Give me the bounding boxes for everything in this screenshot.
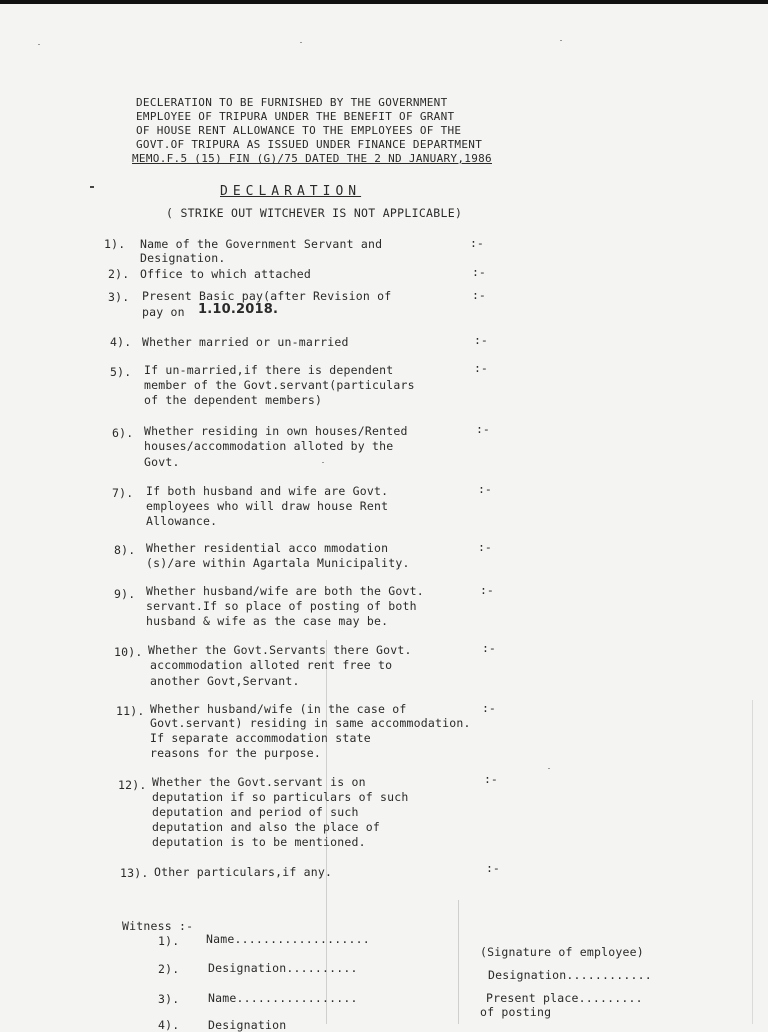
scan-speck — [548, 768, 550, 769]
witness-number: 3). — [158, 992, 180, 1006]
item-text: Designation. — [140, 251, 226, 265]
signature-caption: (Signature of employee) — [480, 945, 644, 959]
item-text: Name of the Government Servant and — [140, 237, 383, 251]
item-text: If un-married,if there is dependent — [144, 363, 394, 377]
witness-number: 4). — [158, 1018, 180, 1032]
item-text: member of the Govt.servant(particulars — [144, 378, 415, 392]
header-line-3: OF HOUSE RENT ALLOWANCE TO THE EMPLOYEES OF THE — [136, 124, 462, 137]
fold-line — [326, 640, 327, 1024]
item-text: Govt. — [144, 455, 180, 469]
item-number: 4). — [110, 335, 132, 349]
witness-entry: Designation.......... — [208, 961, 358, 975]
witness-entry: Name................... — [206, 932, 370, 946]
signature-posting-label: of posting — [480, 1005, 552, 1019]
item-number: 6). — [112, 426, 134, 440]
scan-speck — [560, 40, 562, 41]
item-number: 1). — [104, 237, 126, 251]
signature-posting-place: Present place......... — [486, 991, 643, 1005]
item-text: employees who will draw house Rent — [146, 499, 389, 513]
header-line-4: GOVT.OF TRIPURA AS ISSUED UNDER FINANCE DEPARTMENT — [136, 138, 483, 151]
item-colon: :- — [476, 422, 490, 436]
item-text: another Govt,Servant. — [150, 674, 300, 688]
item-colon: :- — [470, 236, 484, 250]
item-colon: :- — [474, 333, 488, 347]
item-text: Whether residing in own houses/Rented — [144, 424, 408, 438]
item-text: Whether the Govt.Servants there Govt. — [148, 643, 412, 657]
item-text: Whether residential acco mmodation — [146, 541, 389, 555]
item-text: Whether the Govt.servant is on — [152, 775, 366, 789]
item-text: Present Basic pay(after Revision of — [142, 289, 392, 303]
item-text: Office to which attached — [140, 267, 311, 281]
item-text: reasons for the purpose. — [150, 746, 321, 760]
item-colon: :- — [482, 701, 496, 715]
scan-top-edge — [0, 0, 768, 4]
header-line-2: EMPLOYEE OF TRIPURA UNDER THE BENEFIT OF GRANT — [136, 110, 455, 123]
item-colon: :- — [478, 540, 492, 554]
fold-line — [752, 700, 753, 1024]
witness-entry: Designation — [208, 1018, 287, 1032]
item-text: husband & wife as the case may be. — [146, 614, 389, 628]
item-number: 10). — [114, 645, 143, 659]
fold-line — [458, 900, 459, 1024]
item-colon: :- — [482, 641, 496, 655]
item-text: Allowance. — [146, 514, 218, 528]
item-number: 12). — [118, 778, 147, 792]
item-number: 13). — [120, 866, 149, 880]
item-text: Whether husband/wife (in the case of — [150, 702, 407, 716]
item-number: 2). — [108, 267, 130, 281]
item-colon: :- — [486, 861, 500, 875]
item-text: houses/accommodation alloted by the — [144, 439, 394, 453]
page-subtitle: ( STRIKE OUT WITCHEVER IS NOT APPLICABLE) — [166, 206, 463, 220]
scan-speck — [90, 186, 94, 188]
item-colon: :- — [472, 288, 486, 302]
scan-speck — [300, 42, 302, 43]
signature-designation: Designation............ — [488, 968, 652, 982]
item-text: accommodation alloted rent free to — [150, 658, 393, 672]
item-colon: :- — [472, 265, 486, 279]
scan-speck — [322, 462, 324, 463]
item-text: servant.If so place of posting of both — [146, 599, 417, 613]
item-text: deputation and also the place of — [152, 820, 380, 834]
item-number: 3). — [108, 290, 130, 304]
item-number: 5). — [110, 365, 132, 379]
witness-number: 2). — [158, 962, 180, 976]
item-text: deputation if so particulars of such — [152, 790, 409, 804]
item-text: Govt.servant) residing in same accommodation. — [150, 716, 471, 730]
item-number: 7). — [112, 486, 134, 500]
witness-label: Witness :- — [122, 919, 194, 933]
scan-speck — [38, 44, 40, 45]
item-text: (s)/are within Agartala Municipality. — [146, 556, 410, 570]
item-text: deputation and period of such — [152, 805, 359, 819]
witness-number: 1). — [158, 934, 180, 948]
item-text: of the dependent members) — [144, 393, 323, 407]
item-colon: :- — [474, 361, 488, 375]
page-title: DECLARATION — [220, 184, 362, 199]
item-text: If separate accommodation state — [150, 731, 371, 745]
item-text: Other particulars,if any. — [154, 865, 333, 879]
item-number: 9). — [114, 587, 136, 601]
header-line-1: DECLERATION TO BE FURNISHED BY THE GOVERNMENT — [136, 96, 448, 109]
handwritten-date: 1.10.2018. — [198, 302, 279, 317]
item-colon: :- — [478, 482, 492, 496]
item-text: pay on — [142, 305, 185, 319]
item-text: Whether husband/wife are both the Govt. — [146, 584, 424, 598]
item-number: 11). — [116, 704, 145, 718]
item-number: 8). — [114, 543, 136, 557]
item-text: If both husband and wife are Govt. — [146, 484, 389, 498]
item-text: Whether married or un-married — [142, 335, 349, 349]
witness-entry: Name................. — [208, 991, 358, 1005]
item-text: deputation is to be mentioned. — [152, 835, 366, 849]
header-line-5: MEMO.F.5 (15) FIN (G)/75 DATED THE 2 ND JANUARY,1986 — [132, 152, 492, 165]
item-colon: :- — [480, 583, 494, 597]
item-colon: :- — [484, 772, 498, 786]
